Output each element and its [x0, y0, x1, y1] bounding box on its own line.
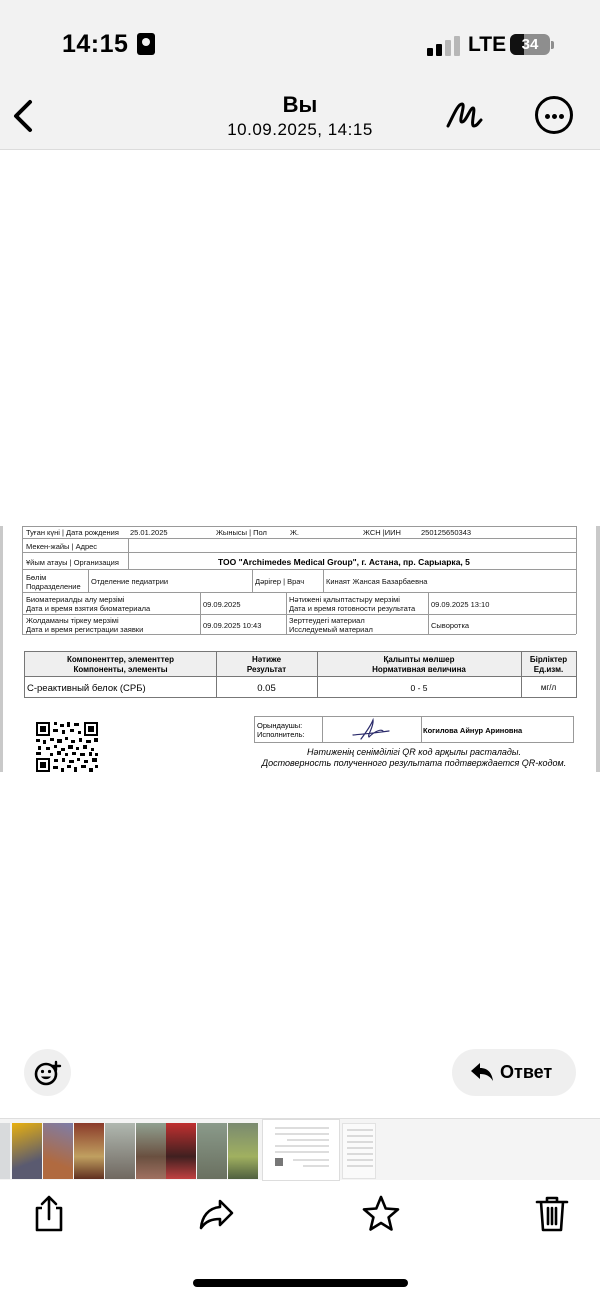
reply-label: Ответ	[500, 1062, 553, 1082]
material-label-ru: Исследуемый материал	[289, 625, 373, 634]
executor-name: Когилова Айнур Ариновна	[423, 726, 523, 735]
sex-label: Жынысы | Пол	[216, 528, 267, 537]
thumbnail[interactable]	[43, 1123, 73, 1179]
battery-icon	[510, 34, 550, 55]
iin-label: ЖСН |ИИН	[363, 528, 401, 537]
sample-date-label: Биоматериалды алу мерзімі	[26, 595, 125, 604]
handwritten-signature	[323, 717, 423, 742]
back-button[interactable]	[8, 94, 42, 138]
table-line	[22, 526, 576, 527]
registration-date-label: Жолдаманы тіркеу мерзімі	[26, 616, 119, 625]
top-bar	[0, 0, 600, 150]
signature-area	[322, 717, 422, 742]
thumbnail[interactable]	[12, 1123, 42, 1179]
results-table	[24, 651, 577, 698]
signature-block	[254, 716, 574, 743]
sex-value: Ж.	[290, 528, 300, 537]
header-line: Қалыпты мөлшер	[383, 655, 455, 664]
page-title: Вы	[282, 92, 318, 117]
results-header-unit	[521, 655, 576, 675]
thumbnail[interactable]	[105, 1123, 135, 1179]
table-line	[22, 552, 576, 553]
table-line	[576, 526, 577, 634]
thumbnail[interactable]	[0, 1123, 10, 1179]
address-label: Мекен-жайы | Адрес	[26, 542, 98, 551]
thumbnail[interactable]	[342, 1123, 376, 1179]
contact-card-icon	[137, 33, 155, 55]
result-norm: 0 - 5	[410, 683, 428, 693]
markup-icon	[444, 96, 484, 136]
ready-date-value: 09.09.2025 13:10	[431, 600, 490, 609]
sample-date-value: 09.09.2025	[203, 600, 241, 609]
results-header-component	[25, 655, 216, 675]
trash-icon	[534, 1194, 570, 1234]
organization-value: ТОО "Archimedes Medical Group", г. Астана, пр. Сарыарка, 5	[218, 557, 470, 567]
markup-button[interactable]	[444, 96, 484, 136]
table-line	[22, 634, 576, 635]
add-reaction-button[interactable]	[24, 1049, 71, 1096]
reply-button[interactable]	[452, 1049, 576, 1096]
header-line: Нормативная величина	[372, 665, 466, 674]
thumbnail[interactable]	[136, 1123, 166, 1179]
table-line	[428, 592, 429, 634]
material-label: Зерттеудегі материал	[289, 616, 365, 625]
share-button[interactable]	[31, 1194, 67, 1234]
department-value: Отделение педиатрии	[91, 577, 169, 586]
table-line	[323, 569, 324, 592]
department-label: Бөлім	[26, 573, 47, 582]
favorite-button[interactable]	[361, 1194, 397, 1234]
table-line	[286, 592, 287, 634]
executor-label-ru: Исполнитель:	[257, 730, 305, 739]
add-emoji-icon	[24, 1049, 71, 1096]
material-value: Сыворотка	[431, 621, 470, 630]
signal-strength-icon	[427, 34, 461, 56]
thumbnail[interactable]	[166, 1123, 196, 1179]
forward-icon	[198, 1194, 236, 1234]
dob-label: Туған күні | Дата рождения	[26, 528, 119, 537]
table-line	[22, 592, 576, 593]
dob-value: 25.01.2025	[130, 528, 168, 537]
reply-arrow-icon	[470, 1061, 494, 1083]
results-header-norm	[317, 655, 521, 675]
page-subtitle: 10.09.2025, 14:15	[227, 120, 373, 139]
table-line	[200, 592, 201, 634]
iin-value: 250125650343	[421, 528, 472, 537]
results-header-result	[216, 655, 317, 675]
doctor-value: Кинаят Жансая Базарбаевна	[326, 577, 428, 586]
organization-label: Ұйым атауы | Организация	[26, 558, 119, 567]
table-line	[22, 526, 23, 634]
table-line	[22, 614, 576, 615]
doctor-label: Дәрігер | Врач	[255, 577, 305, 586]
registration-date-value: 09.09.2025 10:43	[203, 621, 262, 630]
ready-date-label: Нәтиженi қалыптастыру мерзімі	[289, 595, 400, 604]
ready-date-label-ru: Дата и время готовности результата	[289, 604, 416, 613]
table-line	[22, 569, 576, 570]
table-line	[88, 569, 89, 592]
header-line: Ед.изм.	[533, 665, 564, 674]
qr-note-ru: Достоверность полученного результата подтверждается QR-кодом.	[261, 758, 567, 768]
share-icon	[31, 1194, 67, 1234]
home-indicator[interactable]	[193, 1279, 408, 1287]
battery-percent: 34	[521, 36, 539, 53]
executor-label-kz: Орындаушы:	[257, 721, 303, 730]
header-line: Бірліктер	[529, 655, 568, 664]
delete-button[interactable]	[534, 1194, 570, 1234]
more-button[interactable]	[535, 96, 573, 134]
table-line	[252, 569, 253, 592]
registration-date-label-ru: Дата и время регистрации заявки	[26, 625, 144, 634]
thumbnail-selected[interactable]	[262, 1119, 340, 1181]
result-component: С-реактивный белок (СРБ)	[27, 683, 146, 694]
table-line	[128, 552, 129, 569]
table-line	[128, 538, 129, 552]
back-chevron-icon	[8, 94, 42, 138]
header-line: Компоненты, элементы	[73, 665, 168, 674]
header-line: Компоненттер, элементтер	[67, 655, 174, 664]
document-thumbnail-icon	[343, 1124, 377, 1180]
battery-nub	[551, 41, 554, 49]
thumbnail[interactable]	[74, 1123, 104, 1179]
thumbnail-strip	[0, 1118, 600, 1180]
document-edge	[596, 526, 600, 772]
department-label-ru: Подразделение	[26, 582, 81, 591]
result-unit: мг/л	[540, 683, 557, 692]
thumbnail[interactable]	[228, 1123, 258, 1179]
qr-code-icon	[36, 722, 98, 772]
forward-button[interactable]	[198, 1194, 234, 1234]
sample-date-label-ru: Дата и время взятия биоматериала	[26, 604, 151, 613]
thumbnail[interactable]	[197, 1123, 227, 1179]
header-line: Нәтиже	[251, 655, 282, 664]
header-line: Результат	[246, 665, 287, 674]
document-edge	[0, 526, 3, 772]
status-time: 14:15	[62, 30, 129, 58]
executor-label	[257, 721, 305, 739]
header-title-block	[200, 92, 400, 140]
document-thumbnail-icon	[263, 1120, 341, 1182]
star-icon	[361, 1194, 401, 1234]
network-type: LTE	[468, 33, 507, 56]
qr-note-kz: Нәтиженің сенімділігі QR код арқылы расталады.	[306, 747, 522, 757]
table-line	[22, 538, 576, 539]
result-value: 0.05	[257, 683, 276, 694]
